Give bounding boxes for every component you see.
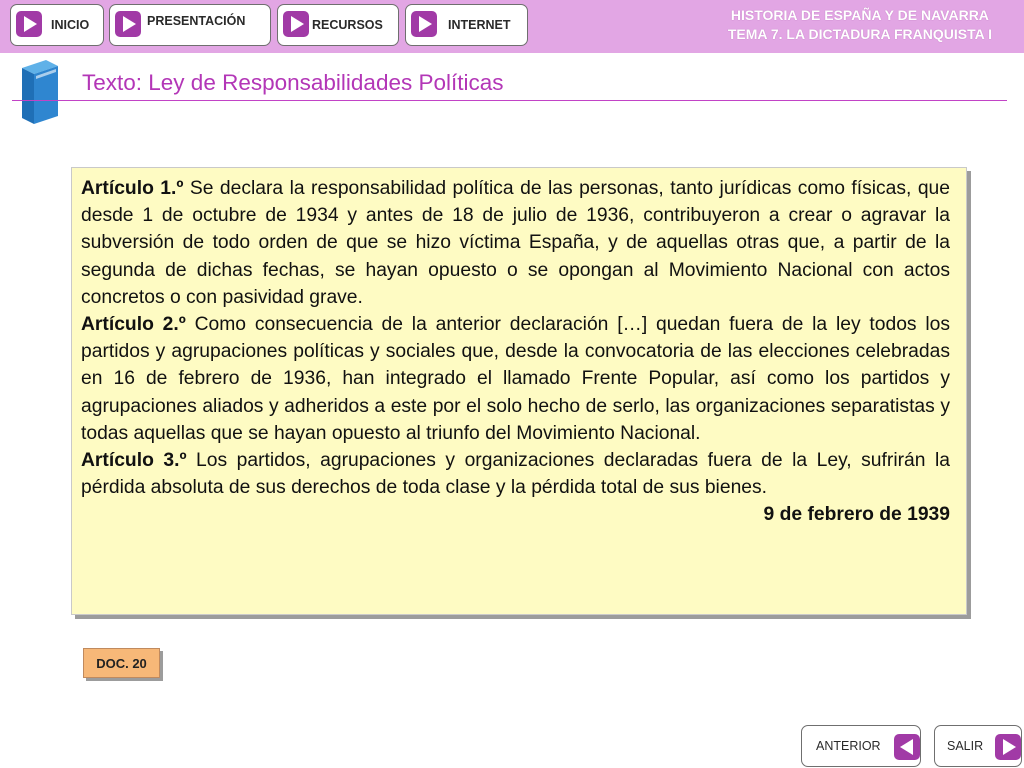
previous-label: ANTERIOR <box>816 739 881 753</box>
internet-button[interactable] <box>405 4 528 46</box>
article-text: Los partidos, agrupaciones y organizaciones declaradas fuera de la Ley, sufrirán la pérdida absoluta de sus derechos de toda clase y la pérdida total de sus bienes. <box>81 450 950 499</box>
presentacion-label: PRESENTACIÓN <box>147 14 246 28</box>
back-arrow-icon <box>894 734 920 760</box>
book-icon <box>18 60 62 124</box>
course-header <box>728 6 992 44</box>
article-heading: Artículo 1.º <box>81 178 184 199</box>
title-underline <box>12 100 1007 101</box>
exit-button[interactable] <box>934 725 1022 767</box>
inicio-button[interactable] <box>10 4 104 46</box>
page-title: Texto: Ley de Responsabilidades Políticas <box>82 70 504 95</box>
presentacion-button[interactable] <box>109 4 271 46</box>
inicio-label: INICIO <box>51 18 90 32</box>
article-heading: Artículo 3.º <box>81 450 187 472</box>
document-date: 9 de febrero de 1939 <box>763 504 950 526</box>
play-arrow-icon <box>115 11 141 37</box>
top-navigation-bar <box>0 0 1024 53</box>
exit-label: SALIR <box>947 739 984 753</box>
course-title: HISTORIA DE ESPAÑA Y DE NAVARRA <box>730 7 989 23</box>
document-text-box <box>71 167 967 615</box>
article-text: Como consecuencia de la anterior declaración […] quedan fuera de la ley todos los partidos y agrupaciones políticas y sociales que, desde la convocatoria de las elecciones celebradas en 16 de febrero de 1936, han integrado el llamado Frente Popular, así como los partidos y agrupaciones aliados y adheridos a este por el solo hecho de serlo, las organizaciones separatistas y todas aquellas que se hayan opuesto al triunfo del Movimiento Nacional. <box>81 314 951 444</box>
article-2 <box>81 311 950 447</box>
exit-icon <box>995 734 1021 760</box>
article-heading: Artículo 2.º <box>81 314 186 336</box>
play-arrow-icon <box>16 11 42 37</box>
document-number-label: DOC. 20 <box>83 648 160 678</box>
recursos-button[interactable] <box>277 4 399 46</box>
play-arrow-icon <box>283 11 309 37</box>
previous-button[interactable] <box>801 725 921 767</box>
article-text: Se declara la responsabilidad política de las personas, tanto jurídicas como físicas, que desde 1 de octubre de 1934 y antes de 18 de julio de 1936, contribuyeron a crear o agravar la subversión de todo orden de que se hizo víctima España, y de aquellas otras que, a partir de la segunda de dichas fechas, se hayan opuesto o se opongan al Movimiento Nacional con actos concretos o con pasividad grave. <box>81 178 950 308</box>
article-1 <box>81 175 950 311</box>
recursos-label: RECURSOS <box>312 18 383 32</box>
internet-label: INTERNET <box>448 18 511 32</box>
play-arrow-icon <box>411 11 437 37</box>
course-subtitle: TEMA 7. LA DICTADURA FRANQUISTA I <box>727 26 992 42</box>
article-3 <box>81 447 950 501</box>
